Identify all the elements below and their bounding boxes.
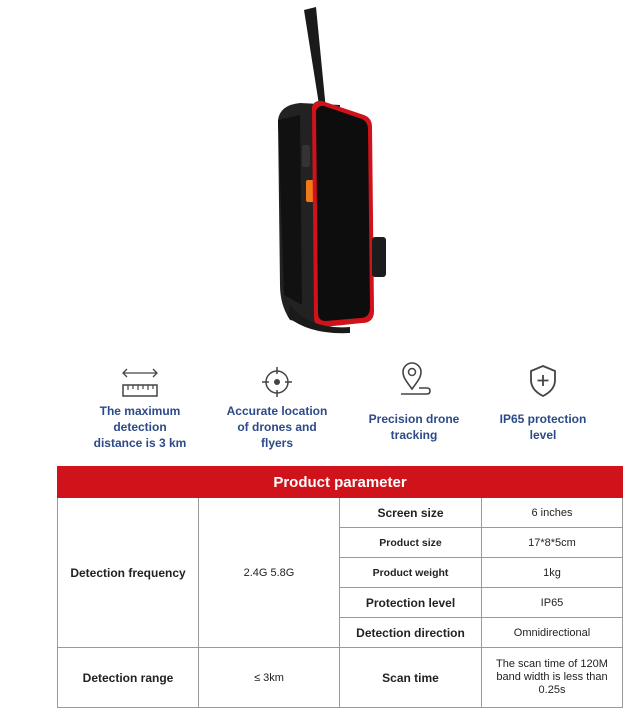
feature-detection-distance xyxy=(65,355,215,451)
spec-label: Detection direction xyxy=(340,618,482,648)
feature-ip65-protection xyxy=(468,355,618,443)
scan-time-value: The scan time of 120M band width is less than 0.25s xyxy=(482,648,623,708)
table-title: Product parameter xyxy=(58,467,623,498)
features-row xyxy=(0,355,637,455)
spec-value: 6 inches xyxy=(482,498,623,528)
spec-value: 17*8*5cm xyxy=(482,528,623,558)
detection-range-label: Detection range xyxy=(58,648,199,708)
spec-label: Product weight xyxy=(340,558,482,588)
product-parameter-table xyxy=(57,466,623,708)
spec-value: 1kg xyxy=(482,558,623,588)
feature-accurate-location xyxy=(202,355,352,451)
location-pin-icon xyxy=(397,361,431,399)
feature-label: Accurate location of drones and flyers xyxy=(226,404,328,450)
spec-label: Product size xyxy=(340,528,482,558)
detection-range-value: ≤ 3km xyxy=(199,648,340,708)
feature-label: Precision drone tracking xyxy=(368,412,460,442)
detection-frequency-value: 2.4G 5.8G xyxy=(199,498,340,648)
drone-detector-device-image xyxy=(260,5,420,335)
detection-frequency-label: Detection frequency xyxy=(58,498,199,648)
shield-plus-icon xyxy=(527,363,559,399)
spec-label: Screen size xyxy=(340,498,482,528)
spec-value: IP65 xyxy=(482,588,623,618)
feature-label: IP65 protection level xyxy=(499,412,587,442)
feature-precision-tracking xyxy=(339,355,489,443)
spec-label: Protection level xyxy=(340,588,482,618)
spec-value: Omnidirectional xyxy=(482,618,623,648)
crosshair-target-icon xyxy=(260,365,294,399)
feature-label: The maximum detection distance is 3 km xyxy=(93,404,187,450)
scan-time-label: Scan time xyxy=(340,648,482,708)
ruler-distance-icon xyxy=(120,365,160,399)
